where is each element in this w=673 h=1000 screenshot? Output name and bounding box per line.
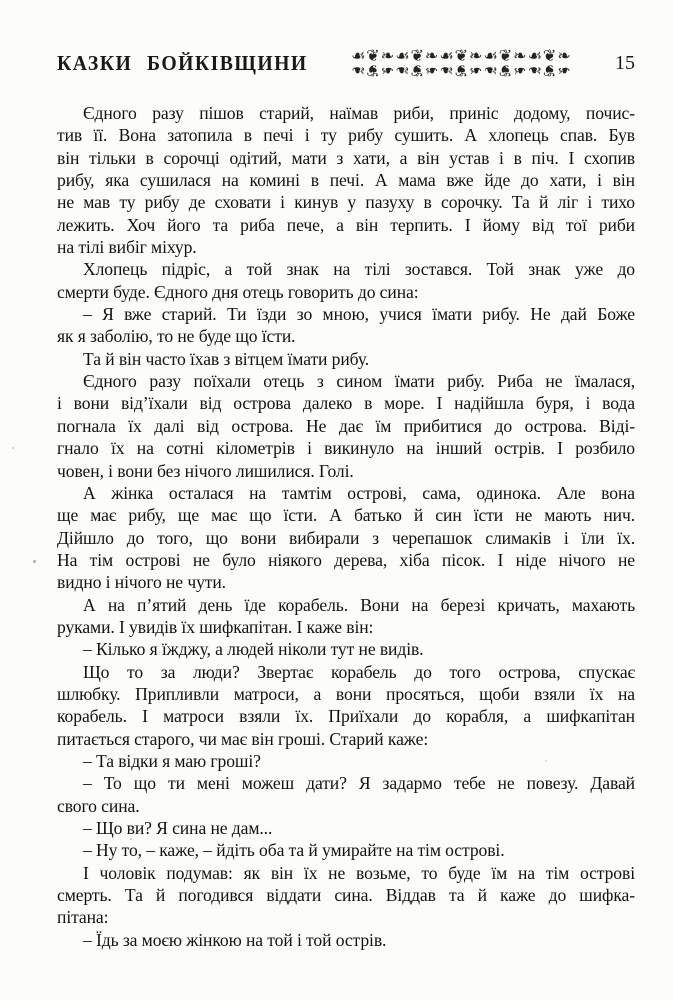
text-line: І чоловік подумав: як він їх не возьме, то буде їм на тім острові	[83, 862, 635, 883]
text-line: ще має рибу, ще має що їсти. А батько й син їсти не мають нич.	[57, 505, 635, 526]
text-line: – Що ви? Я сина не дам...	[83, 818, 273, 838]
text-line: – Їдь за моєю жінкою на той і той острів.	[83, 929, 387, 950]
paragraph	[57, 303, 635, 348]
text-line: лежить. Хоч його та риба пече, а він терпить. І йому від тої риби	[57, 214, 635, 235]
text-line: На тім острові не було ніякого дерева, хіба пісок. І ніде нічого не	[57, 549, 635, 570]
paragraph	[57, 929, 635, 951]
text-line: тив її. Вона затопила в печі і ту рибу сушить. А хлопець спав. Був	[57, 125, 635, 146]
text-line: погнала їх далі від острова. Не дає їм прибитися до острова. Віді-	[57, 415, 635, 436]
text-line: А жінка осталася на тамтім острові, сама, одинока. Але вона	[83, 482, 635, 503]
text-line: – Кілько я їжджу, а людей ніколи тут не видів.	[83, 639, 424, 660]
text-line: на тілі вибіг міхур.	[57, 237, 197, 258]
text-line: – Та відки я маю гроші?	[83, 750, 261, 771]
text-line: рибу, яка сушилася на комині в печі. А мама вже йде до хати, і він	[57, 170, 635, 191]
paragraph	[57, 482, 635, 594]
paragraph	[57, 817, 635, 839]
text-line: смерть. Та й погодився віддати сина. Віддав та й каже до шифка-	[57, 885, 635, 906]
paragraph	[57, 370, 635, 482]
text-line: не мав ту рибу де сховати і кинув у пазуху в сорочку. Та й ліг і тихо	[57, 192, 635, 213]
text-line: Що то за люди? Звертає корабель до того острова, спускає	[83, 661, 635, 682]
paragraph	[57, 258, 635, 303]
paragraph	[57, 862, 635, 929]
page-header	[57, 42, 635, 84]
running-title: КАЗКИ БОЙКІВЩИНИ	[57, 50, 308, 75]
paragraph	[57, 348, 635, 370]
text-line: шлюбку. Припливли матроси, а вони просяться, щоби взяли їх на	[57, 683, 635, 704]
text-line: видно і нічого не чути.	[57, 572, 226, 593]
text-line: Єдного разу поїхали отець з сином їмати рибу. Риба не їмалася,	[83, 371, 635, 392]
text-line: як я заболію, то не буде що їсти.	[57, 326, 296, 347]
text-line: і вони від’їхали від острова далеко в море. І надійшла буря, і вода	[57, 393, 635, 414]
text-line: пітана:	[57, 907, 109, 928]
text-line: смерти буде. Єдного дня отець говорить до сина:	[57, 281, 419, 302]
text-line: – То що ти мені можеш дати? Я задармо тебе не повезу. Давай	[83, 773, 635, 794]
ornament-glyph-row: ☙❦❧☙❦❧☙❦❧☙❦❧☙❦❧	[350, 46, 572, 65]
text-line: Єдного разу пішов старий, наїмав риби, приніс додому, почис-	[83, 103, 635, 123]
paragraph	[57, 750, 635, 772]
text-line: – Я вже старий. Ти їзди зо мною, учися їмати рибу. Не дай Боже	[83, 304, 635, 325]
paragraph	[57, 638, 635, 660]
scan-speck	[33, 560, 36, 563]
text-line: він тільки в сорочці одітий, мати з хати, а він устав і в піч. І схопив	[57, 147, 635, 168]
ornament-glyph-row: ☙❦❧☙❦❧☙❦❧☙❦❧☙❦❧	[350, 61, 572, 80]
scan-speck	[130, 838, 132, 840]
page-number: 15	[615, 51, 635, 74]
text-line: гнало їх на сотні кілометрів і викинуло на інший острів. І розбило	[57, 438, 635, 459]
paragraph	[57, 594, 635, 639]
paragraph	[57, 102, 635, 258]
paragraph	[57, 772, 635, 817]
paragraph	[57, 839, 635, 861]
text-line: питається старого, чи має він гроші. Старий каже:	[57, 728, 429, 749]
text-line: Та й він часто їхав з вітцем їмати рибу.	[83, 348, 370, 369]
text-line: човен, і вони без нічого лишилися. Голі.	[57, 460, 354, 481]
paragraph	[57, 661, 635, 750]
text-line: руками. І увидів їх шифкапітан. І каже він:	[57, 616, 374, 637]
text-line: Хлопець підріс, а той знак на тілі зостався. Той знак уже до	[83, 259, 635, 280]
text-line: А на п’ятий день їде корабель. Вони на березі кричать, махають	[83, 594, 635, 615]
scan-speck	[12, 447, 14, 449]
scan-speck	[545, 760, 547, 762]
text-line: свого сина.	[57, 795, 140, 816]
text-line: корабель. І матроси взяли їх. Приїхали до корабля, а шифкапітан	[57, 706, 635, 727]
text-block	[57, 102, 635, 951]
text-line: Дійшло до того, що вони вибирали з черепашок слимаків і їли їх.	[57, 527, 635, 548]
header-ornament	[330, 48, 593, 78]
text-line: – Ну то, – каже, – йдіть оба та й умирайте на тім острові.	[83, 840, 505, 861]
